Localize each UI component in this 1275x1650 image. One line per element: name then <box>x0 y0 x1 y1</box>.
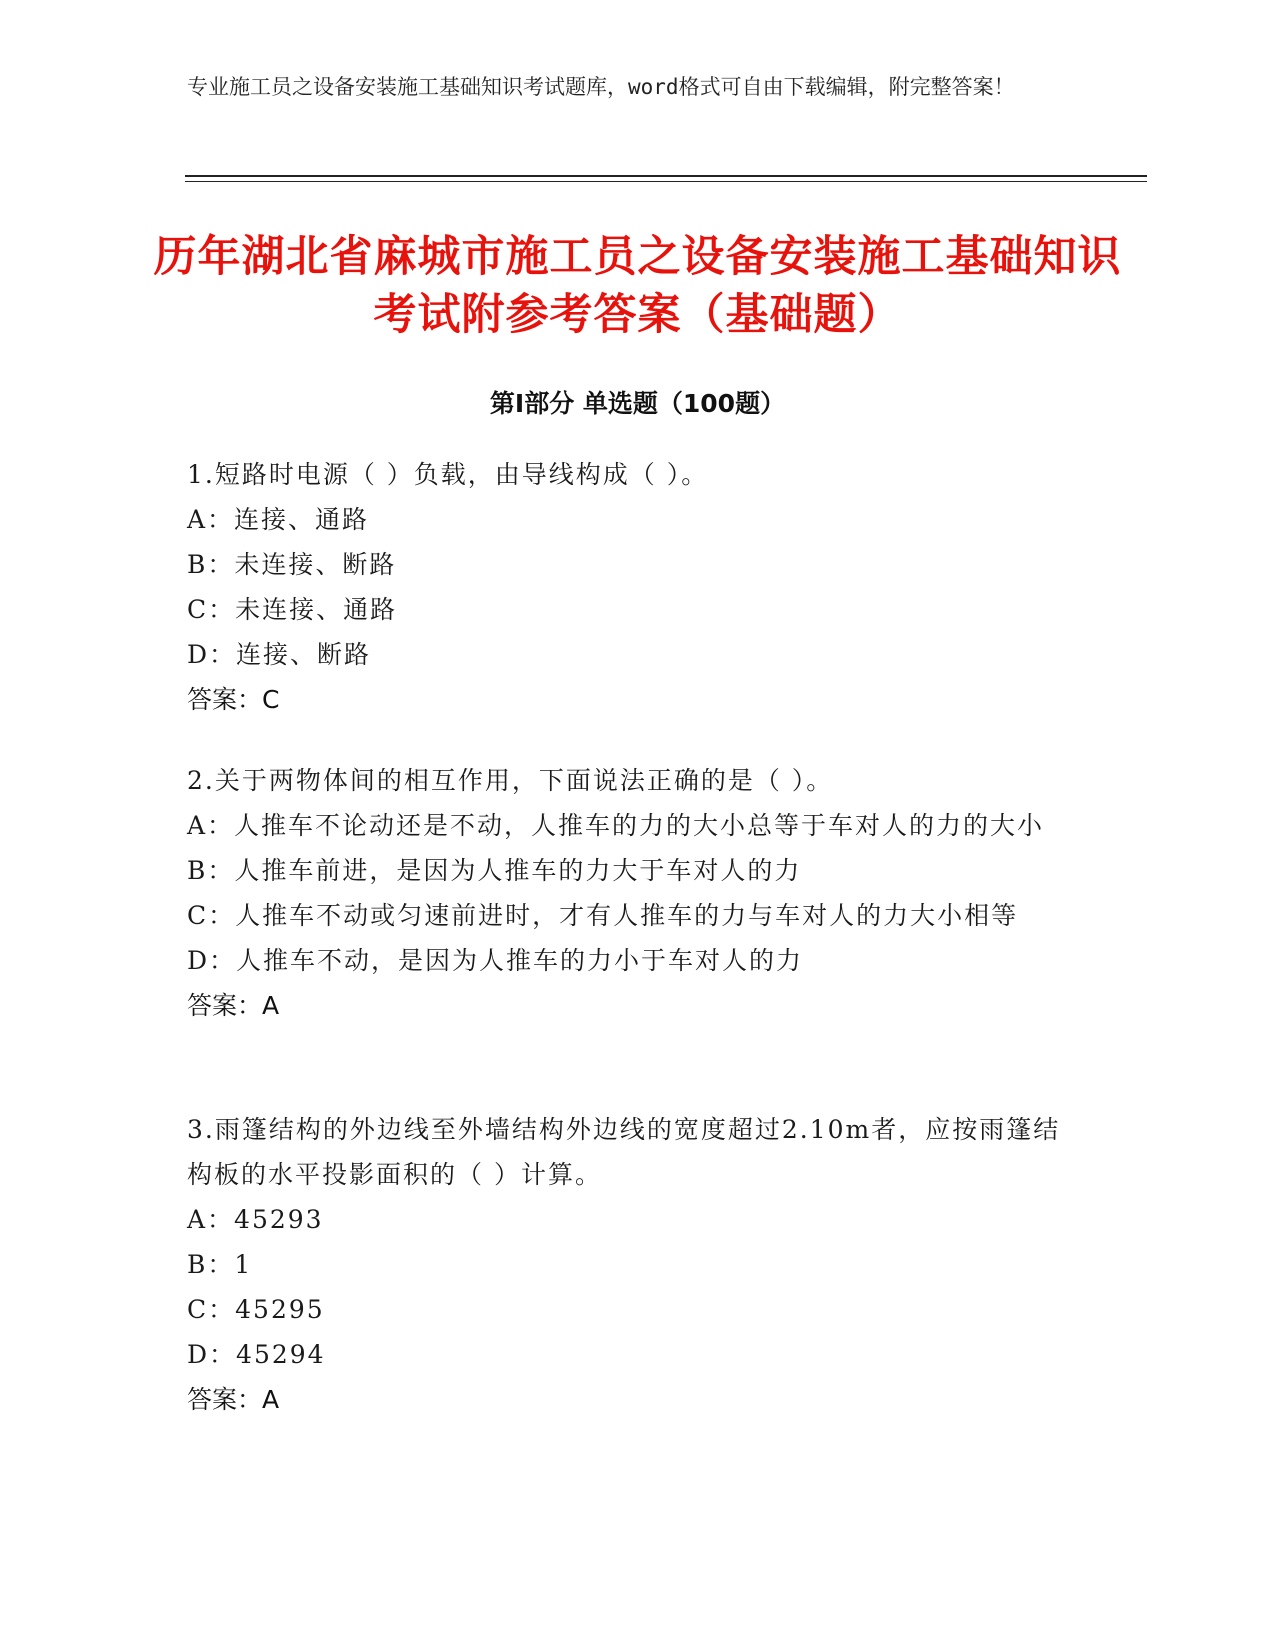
option-a: A：连接、通路 <box>187 505 370 534</box>
header-rule <box>185 175 1147 177</box>
option-d: D：连接、断路 <box>187 640 372 669</box>
option-a: A：45293 <box>187 1205 324 1234</box>
header-note: 专业施工员之设备安装施工基础知识考试题库，word格式可自由下载编辑，附完整答案！ <box>187 75 1015 99</box>
section-title: 第Ⅰ部分 单选题（100题） <box>489 389 786 418</box>
document-title: 历年湖北省麻城市施工员之设备安装施工基础知识考试附参考答案（基础题） <box>153 232 1122 340</box>
question-1 <box>187 452 1067 722</box>
option-b: B：1 <box>187 1250 253 1279</box>
option-d: D：45294 <box>187 1340 326 1369</box>
option-c: C：45295 <box>187 1295 325 1324</box>
question-stem: 2.关于两物体间的相互作用，下面说法正确的是（ ）。 <box>187 766 834 795</box>
question-3 <box>187 1107 1067 1422</box>
answer: 答案：A <box>187 1385 280 1414</box>
option-b: B：人推车前进，是因为人推车的力大于车对人的力 <box>187 856 802 885</box>
question-stem: 1.短路时电源（ ）负载，由导线构成（ ）。 <box>187 460 709 489</box>
question-stem: 3.雨篷结构的外边线至外墙结构外边线的宽度超过2.10m者，应按雨篷结构板的水平投影面积的（ ）计算。 <box>187 1115 1061 1189</box>
option-c: C：未连接、通路 <box>187 595 398 624</box>
option-c: C：人推车不动或匀速前进时，才有人推车的力与车对人的力大小相等 <box>187 901 1019 930</box>
question-2 <box>187 758 1067 1028</box>
answer: 答案：A <box>187 991 280 1020</box>
option-d: D：人推车不动，是因为人推车的力小于车对人的力 <box>187 946 804 975</box>
answer: 答案：C <box>187 685 280 714</box>
option-a: A：人推车不论动还是不动，人推车的力的大小总等于车对人的力的大小 <box>187 811 1045 840</box>
option-b: B：未连接、断路 <box>187 550 397 579</box>
header-rule-thin <box>185 181 1147 182</box>
